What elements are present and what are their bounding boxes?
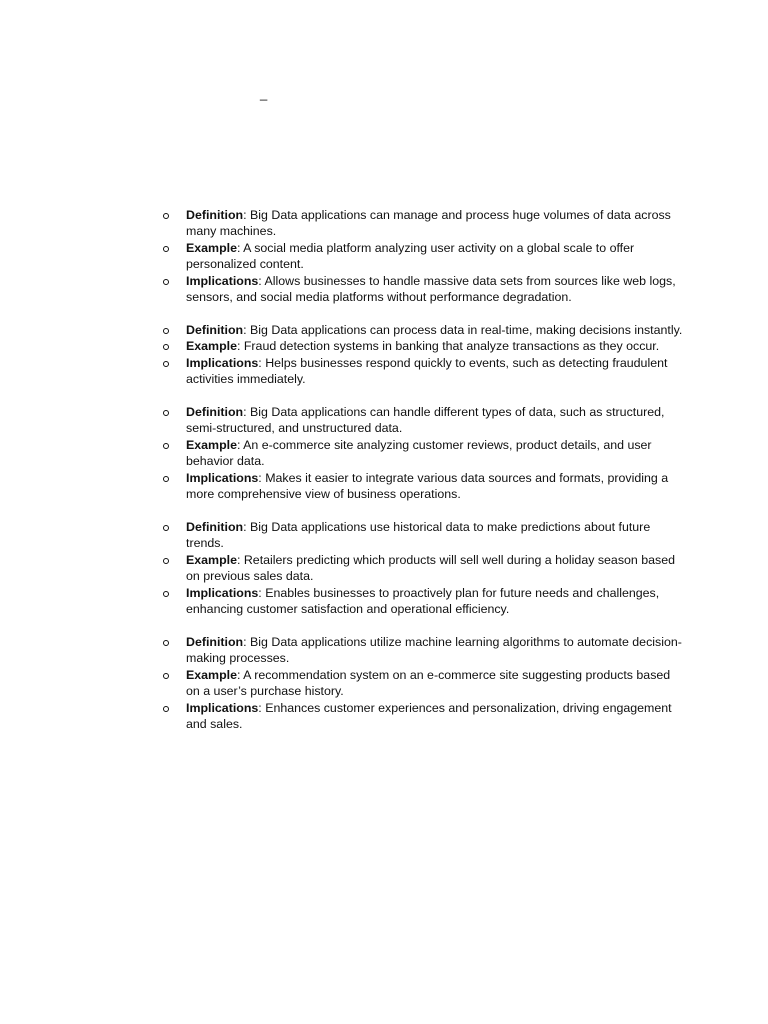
list-item: [163, 552, 683, 585]
item-separator: :: [243, 520, 251, 534]
item-term: Implications: [186, 470, 259, 485]
item-term: Example: [186, 667, 237, 682]
circle-bullet-icon: [163, 328, 169, 334]
item-text: Big Data applications can manage and process huge volumes of data across many machines.: [186, 208, 671, 239]
circle-bullet-icon: [163, 410, 169, 416]
item-term: Definition: [186, 405, 244, 420]
section-5: [163, 634, 683, 732]
circle-bullet-icon: [163, 591, 169, 597]
item-term: Implications: [186, 355, 259, 370]
item-term: Example: [186, 339, 237, 354]
item-term: Example: [186, 437, 237, 452]
item-separator: :: [258, 700, 266, 715]
item-text: Big Data applications use historical data to make predictions about future trends.: [186, 520, 651, 551]
list-item: [163, 404, 683, 437]
circle-bullet-icon: [163, 558, 169, 564]
list-item: [163, 634, 683, 667]
list-item: [163, 322, 683, 338]
list-item: [163, 667, 683, 700]
section-1: [163, 207, 683, 305]
item-separator: :: [243, 634, 251, 649]
section-3: [163, 404, 683, 502]
circle-bullet-icon: [163, 673, 169, 679]
list-item: [163, 470, 683, 503]
item-text: Enables businesses to proactively plan for future needs and challenges, enhancing customer satisfaction and operational efficiency.: [186, 585, 660, 617]
circle-bullet-icon: [163, 476, 169, 482]
item-term: Definition: [186, 322, 244, 337]
item-separator: :: [258, 273, 265, 288]
circle-bullet-icon: [163, 361, 169, 367]
item-term: Implications: [186, 700, 259, 715]
item-text: An e-commerce site analyzing customer reviews, product details, and user behavior data.: [186, 437, 652, 469]
item-text: Big Data applications can handle different types of data, such as structured, semi-structured, and unstructured data.: [186, 405, 665, 436]
item-separator: :: [258, 470, 266, 485]
item-term: Definition: [186, 634, 244, 649]
circle-bullet-icon: [163, 525, 169, 531]
item-separator: :: [258, 355, 266, 370]
item-text: Retailers predicting which products will sell well during a holiday season based on previous sales data.: [186, 552, 676, 584]
circle-bullet-icon: [163, 246, 169, 252]
item-separator: :: [258, 585, 266, 600]
item-separator: :: [243, 208, 251, 222]
item-text: Makes it easier to integrate various data sources and formats, providing a more comprehensive view of business operations.: [186, 470, 669, 502]
circle-bullet-icon: [163, 443, 169, 449]
item-text: Allows businesses to handle massive data sets from sources like web logs, sensors, and social media platforms without performance degradation.: [186, 273, 676, 305]
item-text: Big Data applications utilize machine learning algorithms to automate decision-making processes.: [186, 634, 682, 666]
item-text: Fraud detection systems in banking that analyze transactions as they occur.: [243, 339, 660, 354]
item-text: Helps businesses respond quickly to events, such as detecting fraudulent activities immediately.: [186, 355, 668, 387]
circle-bullet-icon: [163, 706, 169, 712]
item-separator: :: [236, 437, 244, 452]
item-separator: :: [243, 322, 251, 337]
item-term: Example: [186, 240, 237, 255]
item-term: Definition: [186, 208, 244, 222]
document-body: [163, 207, 683, 749]
item-separator: :: [236, 240, 244, 255]
header-mark: _: [260, 86, 268, 101]
item-separator: :: [236, 667, 244, 682]
item-text: Big Data applications can process data in real-time, making decisions instantly.: [250, 322, 683, 337]
list-item: [163, 207, 683, 240]
list-item: [163, 355, 683, 388]
item-term: Implications: [186, 273, 259, 288]
item-term: Example: [186, 552, 237, 567]
circle-bullet-icon: [163, 344, 169, 350]
item-term: Implications: [186, 585, 259, 600]
list-item: [163, 700, 683, 733]
circle-bullet-icon: [163, 640, 169, 646]
item-text: Enhances customer experiences and personalization, driving engagement and sales.: [186, 700, 672, 731]
list-item: [163, 437, 683, 470]
item-separator: :: [236, 552, 244, 567]
item-separator: :: [236, 339, 244, 354]
list-item: [163, 585, 683, 618]
circle-bullet-icon: [163, 213, 169, 219]
list-item: [163, 273, 683, 306]
section-4: [163, 519, 683, 617]
item-separator: :: [243, 405, 251, 420]
section-2: [163, 322, 683, 388]
item-text: A social media platform analyzing user activity on a global scale to offer personalized content.: [186, 240, 635, 272]
list-item: [163, 240, 683, 273]
list-item: [163, 519, 683, 552]
item-text: A recommendation system on an e-commerce site suggesting products based on a user’s purchase history.: [186, 667, 671, 699]
list-item: [163, 338, 683, 354]
circle-bullet-icon: [163, 279, 169, 285]
item-term: Definition: [186, 520, 244, 534]
